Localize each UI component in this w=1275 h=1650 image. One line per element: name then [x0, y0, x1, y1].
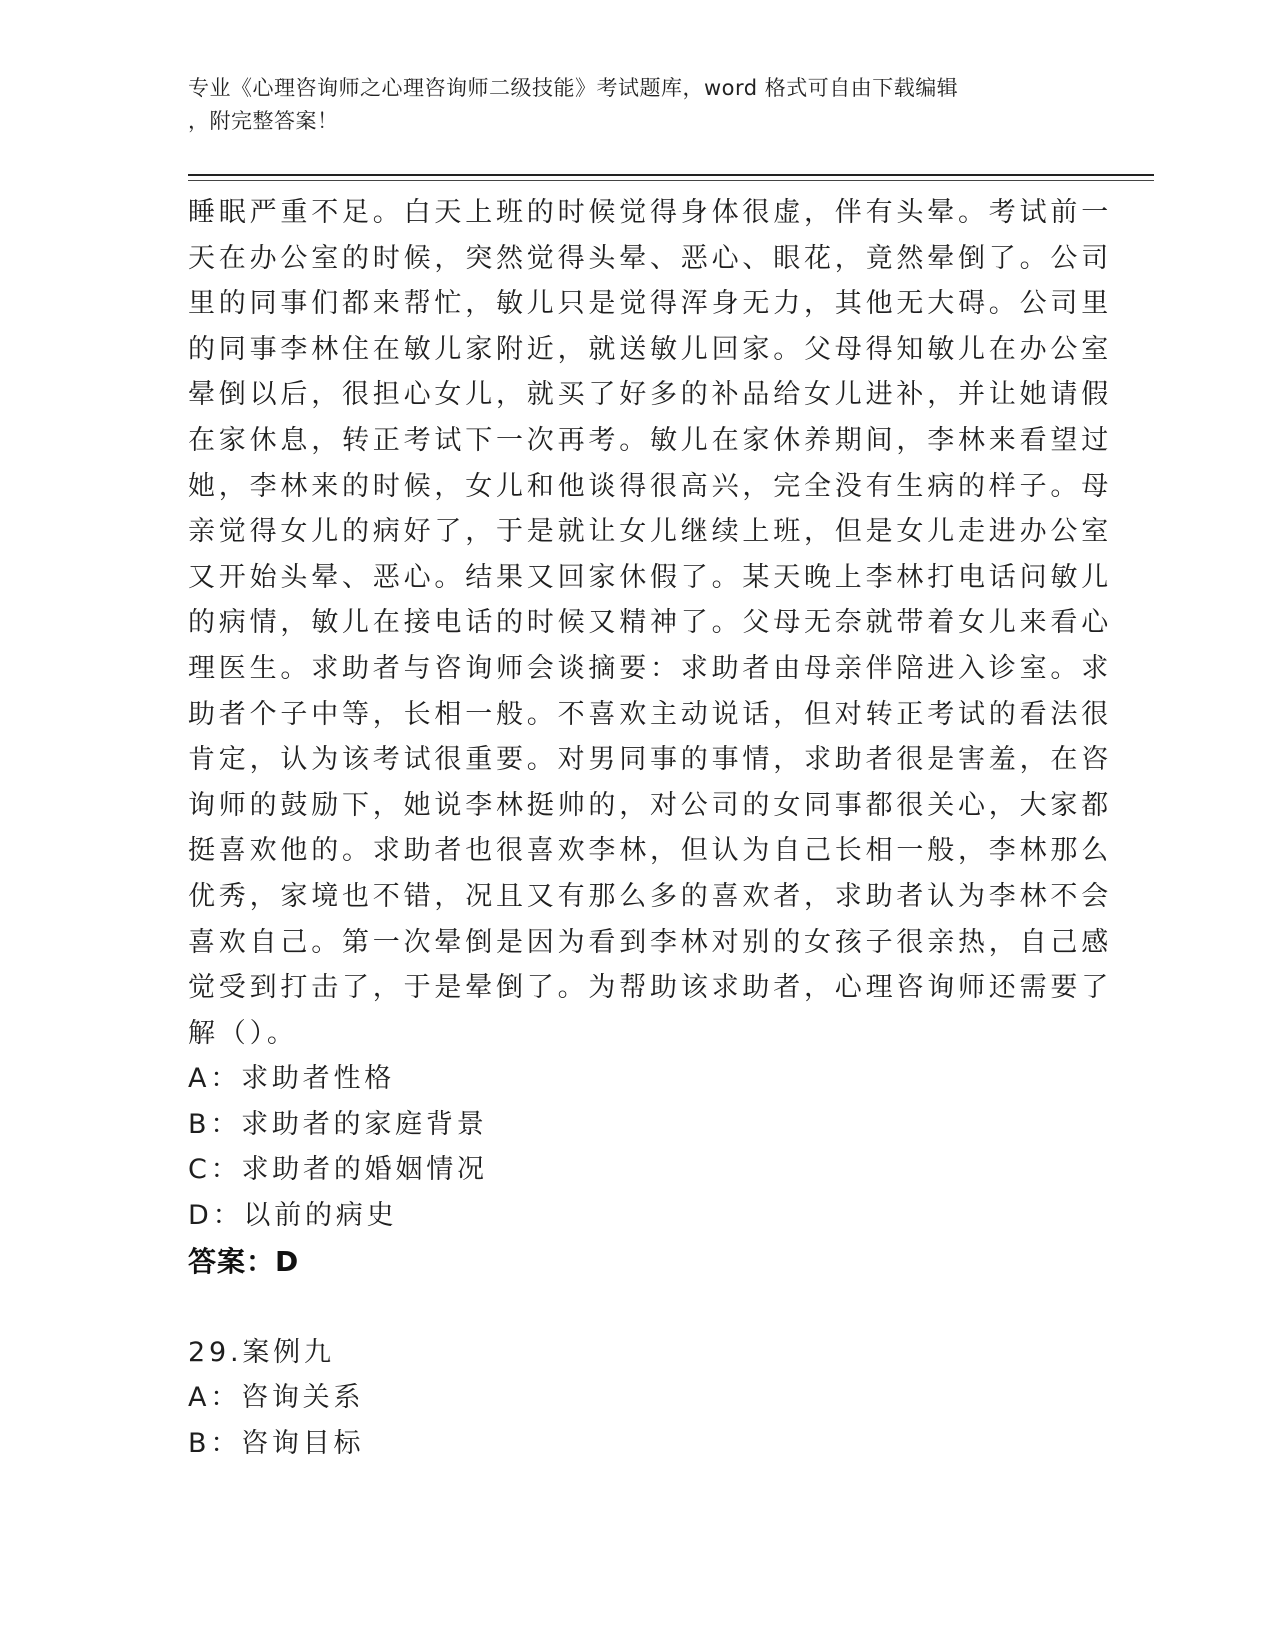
next-question — [188, 1330, 1068, 1467]
header-divider-thin — [188, 180, 1154, 181]
next-option-a: A：咨询关系 — [188, 1382, 365, 1414]
answer-line: 答案：D — [188, 1244, 300, 1278]
next-question-title: 29.案例九 — [188, 1336, 335, 1368]
stem-line: 的同事李林住在敏儿家附近，就送敏儿回家。父母得知敏儿在办公室 — [188, 333, 1112, 365]
option-b: B：求助者的家庭背景 — [188, 1108, 488, 1140]
option-d: D：以前的病史 — [188, 1200, 398, 1232]
stem-line: 晕倒以后，很担心女儿，就买了好多的补品给女儿进补，并让她请假 — [188, 379, 1112, 411]
question-stem — [188, 190, 1112, 1056]
stem-line: 又开始头晕、恶心。结果又回家休假了。某天晚上李林打电话问敏儿 — [188, 561, 1112, 593]
option-a: A：求助者性格 — [188, 1063, 396, 1095]
stem-line: 理医生。求助者与咨询师会谈摘要：求助者由母亲伴陪进入诊室。求 — [188, 652, 1112, 684]
stem-line: 挺喜欢他的。求助者也很喜欢李林，但认为自己长相一般，李林那么 — [188, 835, 1112, 867]
stem-line: 助者个子中等，长相一般。不喜欢主动说话，但对转正考试的看法很 — [188, 698, 1112, 730]
stem-line: 睡眠严重不足。白天上班的时候觉得身体很虚，伴有头晕。考试前一 — [188, 197, 1112, 228]
stem-line: 的病情，敏儿在接电话的时候又精神了。父母无奈就带着女儿来看心 — [188, 607, 1112, 639]
header-divider-thick — [188, 174, 1154, 176]
stem-line: 天在办公室的时候，突然觉得头晕、恶心、眼花，竟然晕倒了。公司 — [188, 242, 1112, 274]
stem-line: 里的同事们都来帮忙，敏儿只是觉得浑身无力，其他无大碍。公司里 — [188, 288, 1112, 320]
document-header — [188, 72, 1088, 138]
header-title-line-2: ，附完整答案！ — [188, 109, 339, 133]
question-options — [188, 1056, 1068, 1238]
stem-line: 亲觉得女儿的病好了，于是就让女儿继续上班，但是女儿走进办公室 — [188, 516, 1112, 548]
option-c: C：求助者的婚姻情况 — [188, 1154, 488, 1186]
next-option-b: B：咨询目标 — [188, 1428, 365, 1460]
document-body — [188, 190, 1112, 1467]
stem-line: 解（）。 — [188, 1017, 298, 1049]
stem-line: 喜欢自己。第一次晕倒是因为看到李林对别的女孩子很亲热，自己感 — [188, 926, 1112, 958]
section-spacer — [188, 1284, 1068, 1330]
stem-line: 觉受到打击了，于是晕倒了。为帮助该求助者，心理咨询师还需要了 — [188, 972, 1112, 1004]
stem-line: 肯定，认为该考试很重要。对男同事的事情，求助者很是害羞，在咨 — [188, 744, 1112, 776]
stem-line: 询师的鼓励下，她说李林挺帅的，对公司的女同事都很关心，大家都 — [188, 789, 1112, 821]
header-title-line-1: 专业《心理咨询师之心理咨询师二级技能》考试题库，word 格式可自由下载编辑 — [188, 76, 959, 100]
stem-line: 在家休息，转正考试下一次再考。敏儿在家休养期间，李林来看望过 — [188, 424, 1112, 456]
stem-line: 她，李林来的时候，女儿和他谈得很高兴，完全没有生病的样子。母 — [188, 470, 1112, 502]
stem-line: 优秀，家境也不错，况且又有那么多的喜欢者，求助者认为李林不会 — [188, 880, 1112, 912]
